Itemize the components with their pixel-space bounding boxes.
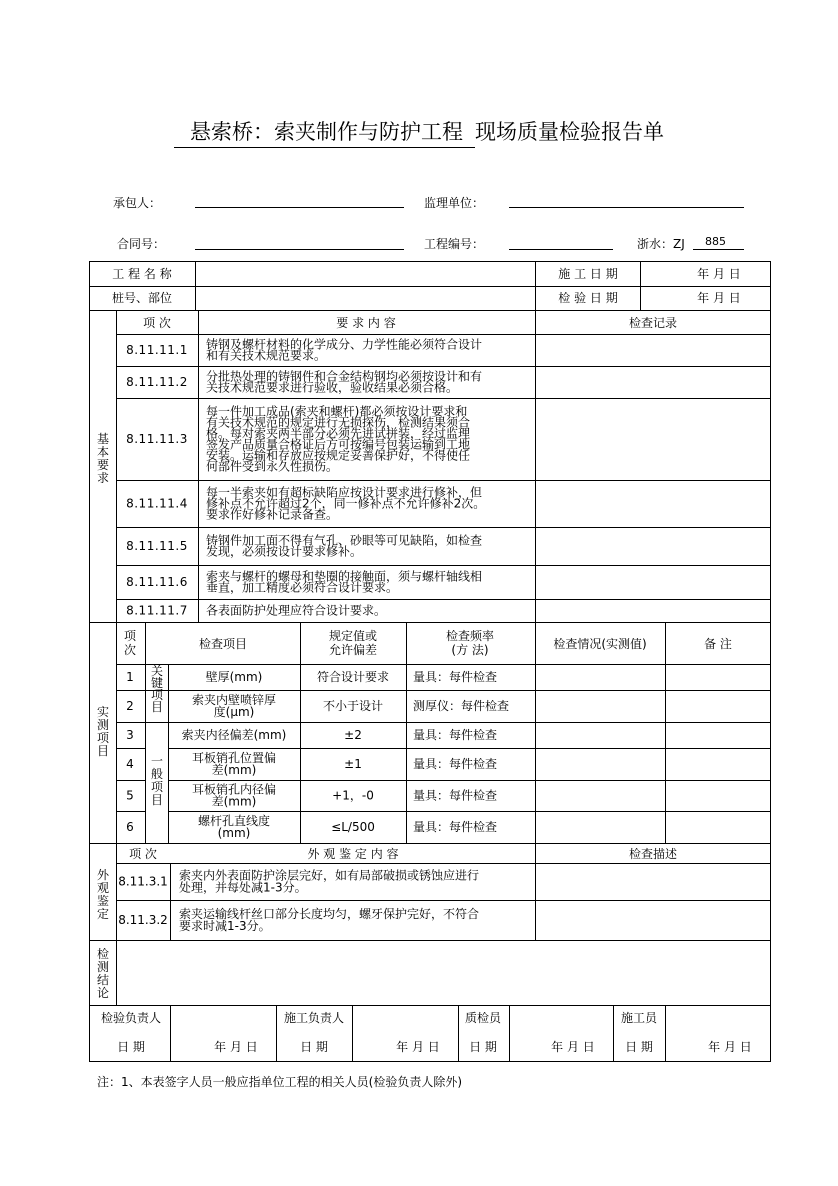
quality-inspector-date-label: 日 期 — [469, 1040, 497, 1054]
measured-row-method: 测厚仪：每件检查 — [413, 699, 510, 713]
basic-row-code: 8.11.11.5 — [126, 539, 188, 553]
measured-row-tolerance: ±1 — [344, 757, 362, 771]
construction-date-label: 施 工 日 期 — [558, 267, 618, 281]
basic-row-requirement-line: 铸钢件加工面不得有气孔、砂眼等可见缺陷，如检查 — [206, 533, 483, 548]
measured-label-char: 目 — [96, 744, 110, 758]
construction-manager-date-value: 年 月 日 — [396, 1040, 440, 1054]
tolerance-header-1: 规定值或 — [328, 629, 378, 643]
basic-row-requirement-line: 修补点不允许超过2个，同一修补点不允许修补2次。 — [206, 496, 486, 511]
contractor-label: 承包人： — [113, 196, 162, 210]
conclusion-label-char: 论 — [96, 986, 110, 1000]
conclusion-section-label — [97, 946, 109, 1000]
station-label: 桩号、部位 — [111, 291, 173, 305]
measured-no-header-2: 次 — [123, 643, 137, 657]
basic-row-code: 8.11.11.4 — [126, 496, 188, 511]
basic-row-requirement-line: 有关技术规范的规定进行无损探伤，检测结果须合 — [206, 415, 471, 430]
contract-no-label: 合同号： — [117, 237, 166, 251]
basic-row-requirement-line: 发现，必须按设计要求修补。 — [206, 544, 363, 559]
basic-label-char: 要 — [96, 458, 110, 472]
measured-section-label — [97, 705, 110, 758]
appearance-row-line: 索夹运输线杆丝口部分长度均匀，螺牙保护完好，不符合 — [179, 907, 480, 921]
measured-item-header: 检查项目 — [198, 637, 248, 651]
basic-label-char: 本 — [96, 445, 110, 459]
worker-date-value: 年 月 日 — [708, 1040, 752, 1054]
measured-row-method: 量具：每件检查 — [413, 728, 498, 742]
quality-inspector-label: 质检员 — [464, 1011, 502, 1025]
appearance-row-line: 处理，并每处减1-3分。 — [179, 880, 307, 895]
inspector-date-label: 日 期 — [117, 1040, 145, 1054]
inspector-label: 检验负责人 — [100, 1011, 162, 1025]
measured-row-item: 度(μm) — [213, 705, 255, 719]
worker-date-label: 日 期 — [625, 1040, 653, 1054]
appearance-item-header: 项 次 — [129, 847, 157, 861]
construction-manager-label: 施工负责人 — [283, 1011, 345, 1025]
basic-row-requirement-line: 安装。运输和存放应按规定妥善保护好，不得使任 — [206, 448, 471, 463]
measured-row-no: 6 — [126, 820, 134, 834]
appearance-content-header: 外 观 鉴 定 内 容 — [307, 847, 399, 861]
form-code-value: 885 — [705, 235, 726, 248]
measured-items-rows — [126, 669, 509, 840]
measured-row-method: 量具：每件检查 — [413, 820, 498, 834]
measured-no-header-1: 项 — [123, 629, 137, 643]
general-group-char: 般 — [150, 767, 164, 781]
measured-row-no: 4 — [126, 757, 134, 771]
frequency-header-2: (方 法) — [451, 643, 489, 657]
key-group-char: 目 — [150, 700, 164, 714]
general-group-char: 目 — [150, 793, 164, 807]
measured-row-method: 量具：每件检查 — [413, 670, 498, 684]
basic-row-requirement-line: 垂直，加工精度必须符合设计要求。 — [206, 580, 399, 595]
measured-row-no: 1 — [126, 670, 134, 684]
basic-row-requirement-line: 何部件受到永久性损伤。 — [206, 459, 339, 474]
basic-label-char: 求 — [96, 471, 110, 485]
basic-row-code: 8.11.11.3 — [126, 432, 188, 446]
appearance-label-char: 鉴 — [96, 894, 110, 908]
measured-row-item: 索夹内径偏差(mm) — [181, 728, 287, 742]
frequency-header-1: 检查频率 — [445, 629, 495, 643]
appearance-label-char: 外 — [96, 868, 110, 882]
remark-header: 备 注 — [704, 637, 732, 651]
basic-item-header: 项 次 — [143, 316, 171, 330]
appearance-row-line: 要求时减1-3分。 — [179, 919, 271, 933]
appearance-row-code: 8.11.3.2 — [118, 913, 168, 927]
appearance-row-code: 8.11.3.1 — [118, 874, 168, 889]
basic-row-requirement-line: 分批热处理的铸钢件和合金结构钢均必须按设计和有 — [206, 369, 483, 384]
basic-requirement-header: 要 求 内 容 — [336, 316, 396, 330]
measured-row-method: 量具：每件检查 — [413, 757, 498, 771]
basic-row-code: 8.11.11.6 — [126, 575, 188, 589]
basic-row-requirement-line: 索夹与螺杆的螺母和垫圈的接触面，须与螺杆轴线相 — [206, 569, 483, 584]
basic-row-code: 8.11.11.2 — [126, 375, 188, 389]
inspection-date-value: 年 月 日 — [697, 291, 741, 305]
supervisor-label: 监理单位： — [424, 196, 485, 210]
measured-row-no: 2 — [126, 699, 134, 713]
basic-label-char: 基 — [96, 432, 110, 446]
construction-manager-date-label: 日 期 — [300, 1040, 328, 1054]
basic-row-requirement-line: 各表面防护处理应符合设计要求。 — [206, 603, 387, 618]
conclusion-label-char: 结 — [96, 973, 110, 987]
measured-row-tolerance: ±2 — [344, 728, 362, 742]
measured-row-item: 壁厚(mm) — [205, 670, 263, 684]
actual-header: 检查情况(实测值) — [553, 637, 647, 651]
basic-row-code: 8.11.11.7 — [126, 603, 188, 618]
appearance-label-char: 观 — [96, 881, 110, 895]
basic-row-requirement-line: 和有关技术规范要求。 — [206, 348, 327, 363]
measured-row-item: (mm) — [217, 826, 251, 840]
measured-row-item: 耳板销孔内径偏 — [191, 782, 277, 797]
measured-label-char: 测 — [96, 718, 110, 732]
measured-row-item: 螺杆孔直线度 — [197, 814, 271, 828]
general-items-group-label — [151, 754, 164, 807]
inspection-date-label: 检 验 日 期 — [558, 291, 618, 305]
general-group-char: 项 — [150, 780, 164, 794]
inspector-date-value: 年 月 日 — [214, 1040, 258, 1054]
measured-row-tolerance: ≤L/500 — [331, 820, 375, 834]
key-group-char: 项 — [150, 688, 164, 702]
basic-row-code: 8.11.11.1 — [126, 343, 188, 357]
title-rest: 现场质量检验报告单 — [475, 120, 664, 144]
appearance-desc-header: 检查描述 — [628, 847, 678, 861]
basic-row-requirement-line: 每一半索夹如有超标缺陷应按设计要求进行修补，但 — [206, 485, 483, 500]
conclusion-label-char: 测 — [96, 960, 110, 974]
measured-row-item: 差(mm) — [211, 763, 257, 777]
measured-row-method: 量具：每件检查 — [413, 788, 498, 803]
key-group-char: 键 — [150, 676, 164, 690]
project-name-label: 工 程 名 称 — [112, 267, 172, 281]
conclusion-label-char: 检 — [96, 947, 110, 961]
worker-label: 施工员 — [620, 1011, 658, 1025]
basic-row-requirement-line: 格。每对索夹两半部分必须先进试拼装，经过监理 — [206, 426, 471, 441]
key-group-char: 关 — [150, 664, 164, 678]
measured-label-char: 项 — [96, 731, 110, 745]
basic-record-header: 检查记录 — [628, 316, 678, 330]
measured-row-no: 3 — [126, 728, 134, 742]
basic-row-requirement-line: 要求作好修补记录备查。 — [206, 507, 339, 522]
basic-row-requirement-line: 签发产品质量合格证后方可按编号包装运输到工地 — [206, 437, 471, 452]
basic-row-requirement-line: 铸钢及螺杆材料的化学成分、力学性能必须符合设计 — [206, 337, 483, 352]
measured-row-no: 5 — [126, 788, 134, 803]
form-code-prefix: 浙水：ZJ — [637, 237, 685, 251]
measured-row-tolerance: +1，-0 — [332, 788, 374, 803]
measured-row-tolerance: 不小于设计 — [322, 699, 384, 713]
footnote: 注：1、本表签字人员一般应指单位工程的相关人员(检验负责人除外) — [97, 1075, 463, 1089]
tolerance-header-2: 允许偏差 — [328, 643, 378, 657]
general-group-char: 一 — [150, 754, 164, 768]
appearance-section-label — [97, 868, 110, 921]
basic-requirements-rows — [126, 337, 485, 618]
appearance-label-char: 定 — [96, 907, 110, 921]
measured-row-item: 耳板销孔位置偏 — [191, 751, 277, 765]
measured-label-char: 实 — [96, 705, 110, 719]
key-items-group-label — [151, 664, 164, 714]
construction-date-value: 年 月 日 — [697, 267, 741, 281]
basic-row-requirement-line: 关技术规范要求进行验收，验收结果必须合格。 — [206, 380, 459, 395]
quality-inspector-date-value: 年 月 日 — [551, 1040, 595, 1054]
basic-section-label — [97, 432, 109, 485]
project-no-label: 工程编号： — [424, 237, 485, 251]
basic-row-requirement-line: 每一件加工成品(索夹和螺杆)都必须按设计要求和 — [206, 404, 468, 419]
title-underlined: 悬索桥：索夹制作与防护工程 — [174, 116, 475, 148]
measured-row-item: 差(mm) — [211, 794, 257, 809]
appearance-row-line: 索夹内外表面防护涂层完好，如有局部破损或锈蚀应进行 — [179, 868, 480, 883]
measured-row-tolerance: 符合设计要求 — [316, 670, 390, 684]
measured-row-item: 索夹内壁喷锌厚 — [191, 693, 277, 707]
